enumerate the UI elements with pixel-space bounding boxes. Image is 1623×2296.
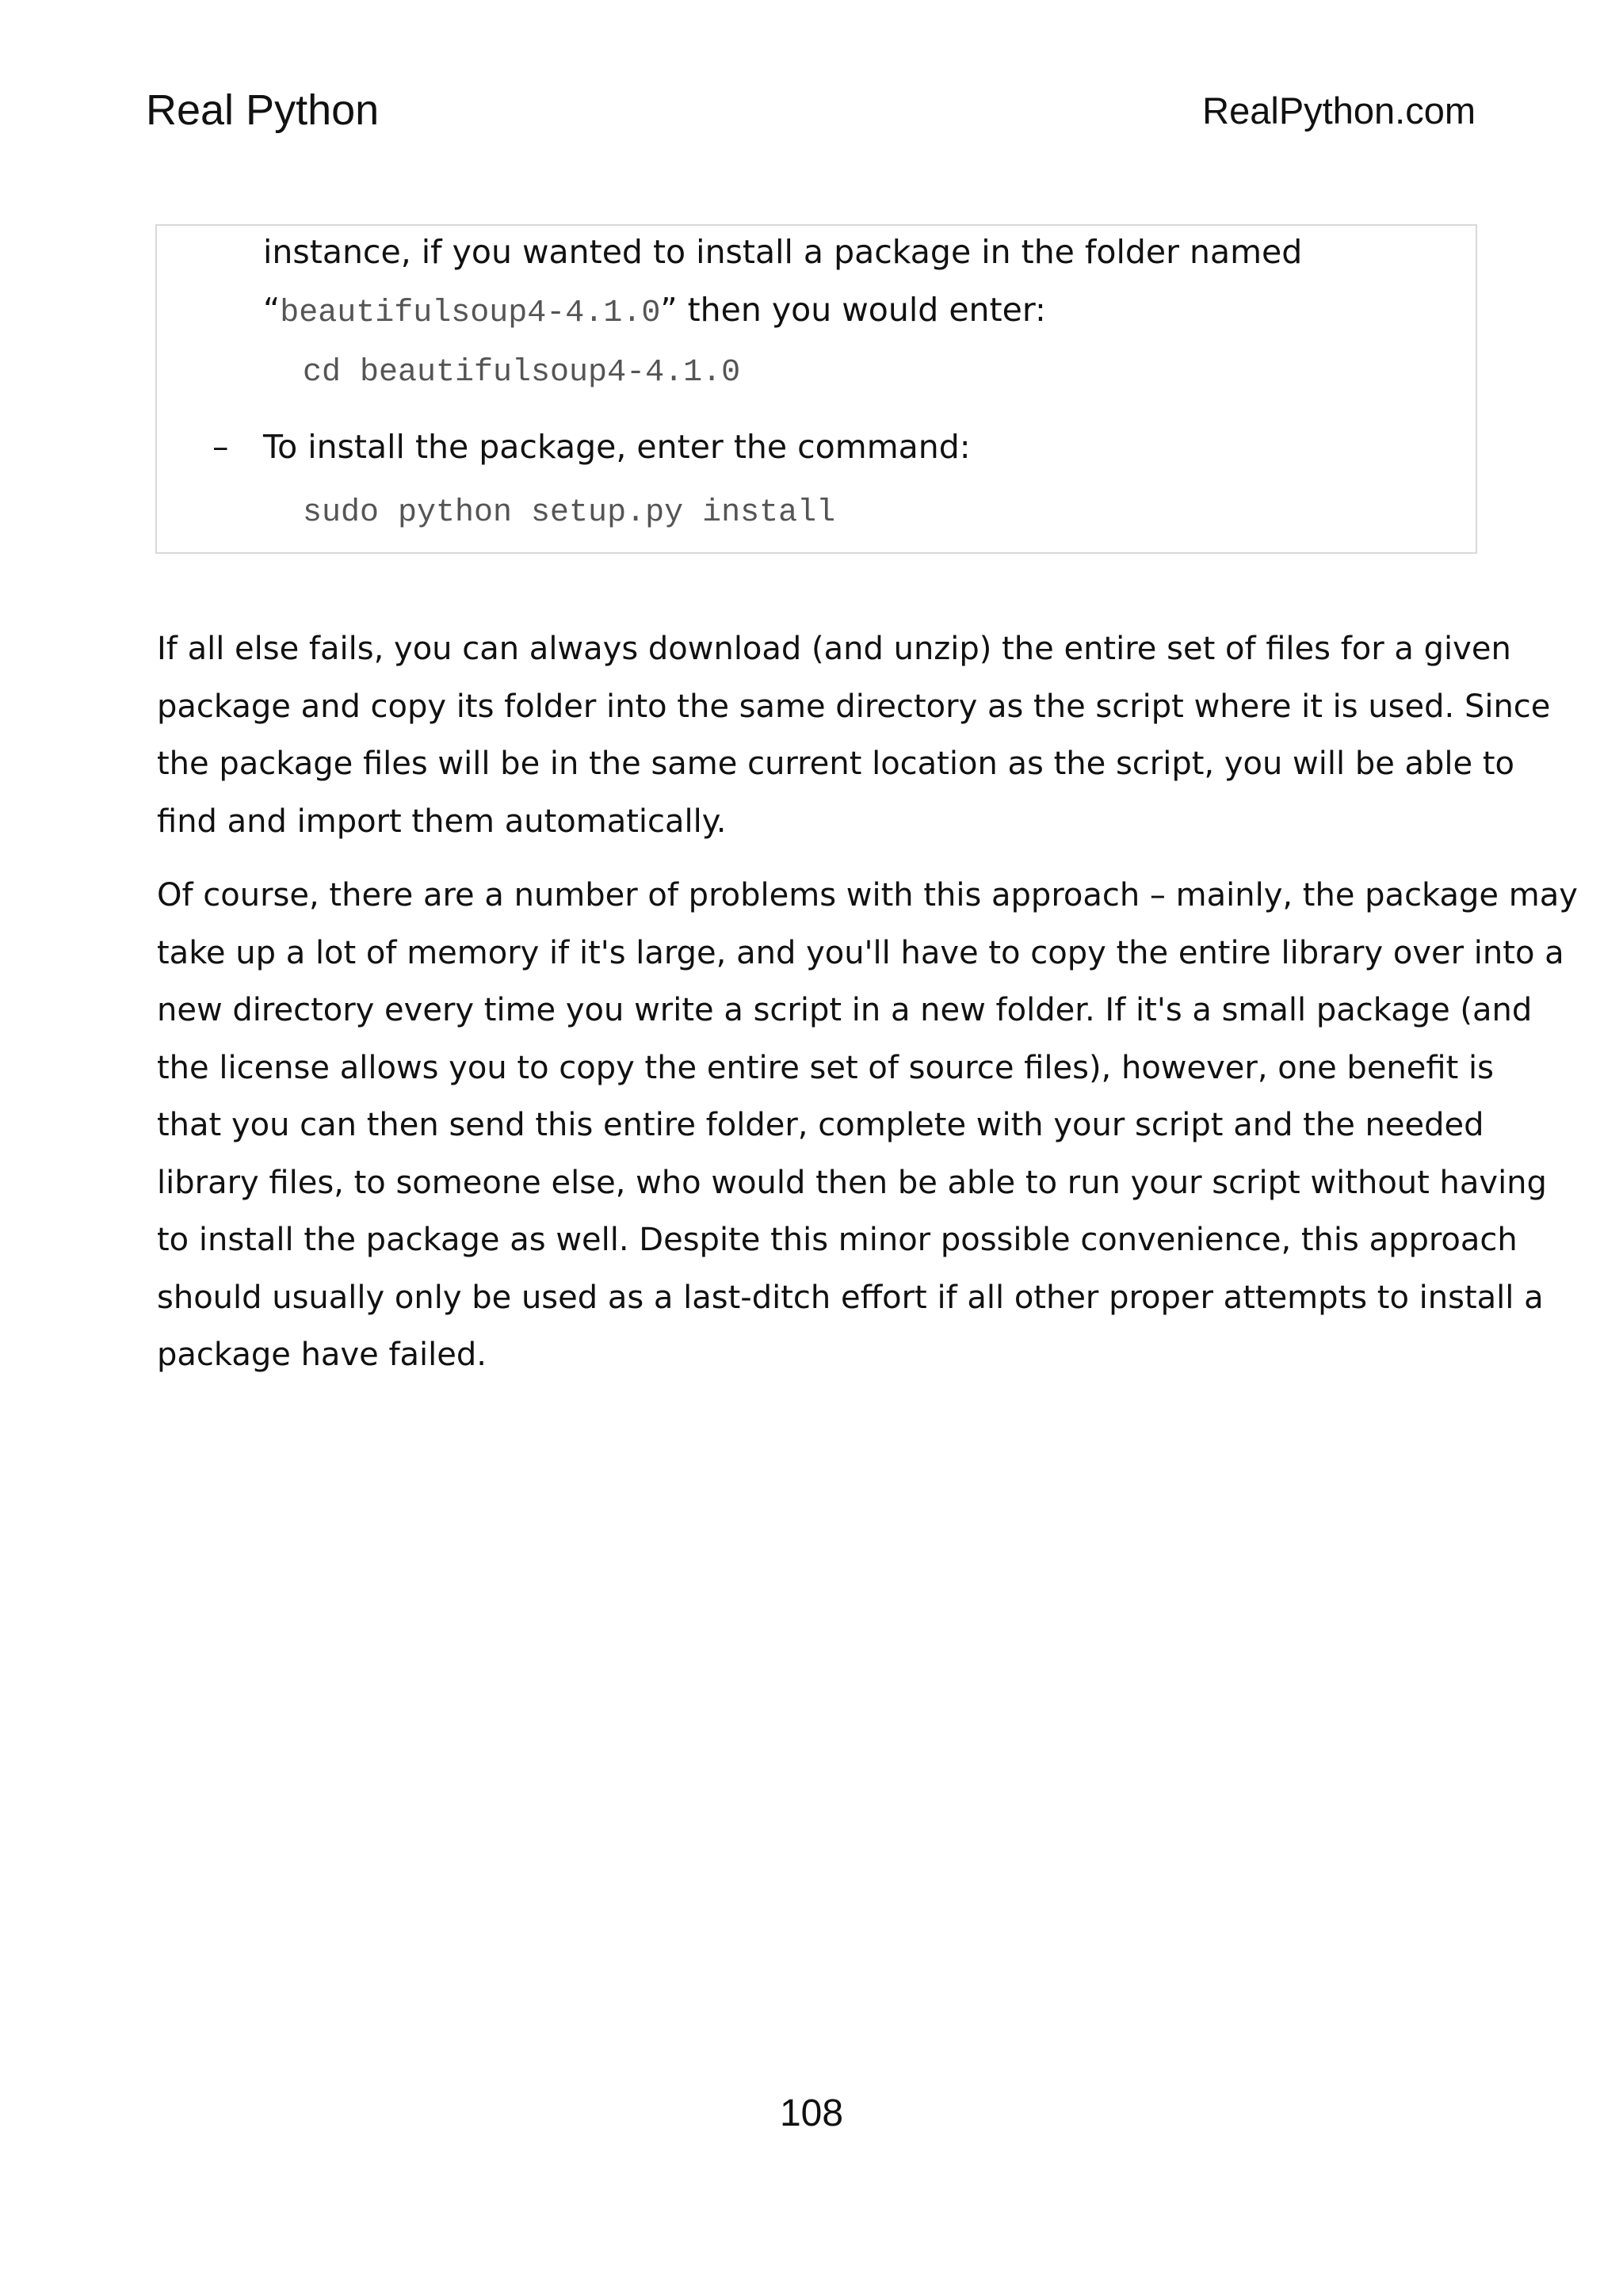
paragraph-fallback-install: [157, 620, 1551, 850]
paragraph-line: If all else fails, you can always download (and unzip) the entire set of files for a given: [157, 631, 1511, 667]
cd-command-code: cd beautifulsoup4-4.1.0: [303, 355, 741, 391]
callout-text-line-2-rest: ” then you would enter:: [660, 291, 1046, 329]
paragraph-line: the license allows you to copy the entire set of source files), however, one benefit is: [157, 1049, 1494, 1086]
paragraph-line: Of course, there are a number of problems with this approach – mainly, the package may: [157, 877, 1578, 913]
install-command-code: sudo python setup.py install: [303, 495, 836, 531]
paragraph-approach-problems: [157, 867, 1578, 1384]
paragraph-line: find and import them automatically.: [157, 803, 727, 840]
paragraph-line: new directory every time you write a script in a new folder. If it's a small package (and: [157, 992, 1533, 1028]
paragraph-line: to install the package as well. Despite this minor possible convenience, this approach: [157, 1222, 1518, 1258]
paragraph-line: package have failed.: [157, 1337, 487, 1373]
callout-text-line-1: instance, if you wanted to install a package in the folder named: [263, 233, 1303, 271]
bullet-dash: –: [212, 428, 229, 466]
paragraph-line: should usually only be used as a last-ditch effort if all other proper attempts to install a: [157, 1279, 1544, 1316]
paragraph-line: the package files will be in the same current location as the script, you will be able to: [157, 746, 1515, 782]
paragraph-line: library files, to someone else, who would then be able to run your script without having: [157, 1164, 1547, 1201]
page-number: 108: [779, 2092, 844, 2134]
header-site: RealPython.com: [1202, 90, 1476, 132]
paragraph-line: take up a lot of memory if it's large, and you'll have to copy the entire library over into a: [157, 934, 1564, 971]
open-quote: “: [263, 291, 281, 329]
callout-bullet-text: To install the package, enter the command:: [263, 428, 971, 466]
folder-name-code: beautifulsoup4-4.1.0: [280, 296, 661, 331]
header-title: Real Python: [146, 86, 380, 134]
callout-text-line-2: [263, 291, 1046, 333]
instruction-callout-box: [155, 224, 1477, 554]
paragraph-line: package and copy its folder into the same directory as the script where it is used. Since: [157, 688, 1551, 725]
paragraph-line: that you can then send this entire folder, complete with your script and the needed: [157, 1107, 1484, 1143]
